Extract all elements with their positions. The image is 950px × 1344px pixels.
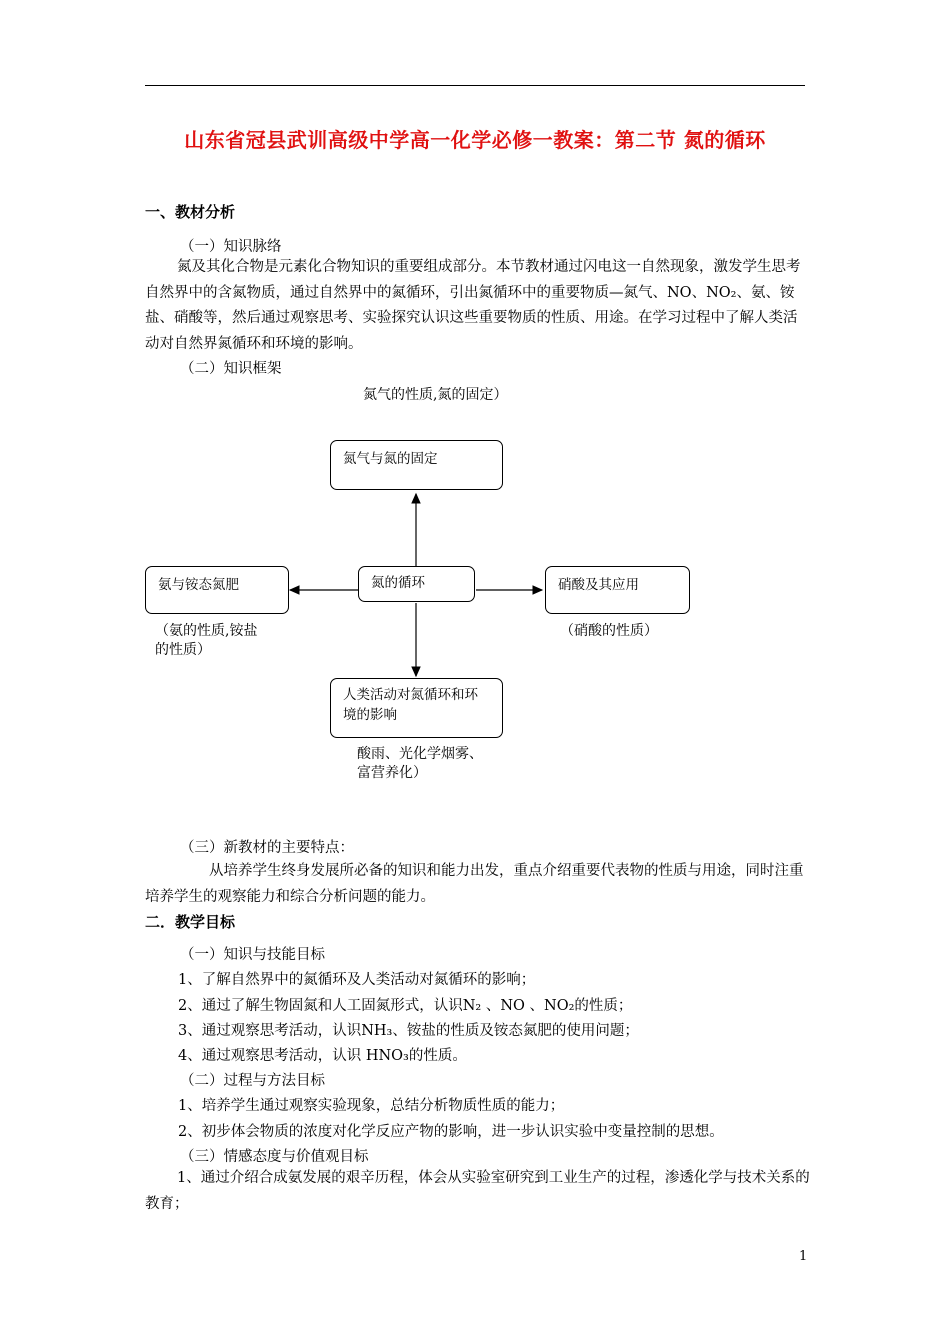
section2-sub3: （三）情感态度与价值观目标	[180, 1149, 369, 1165]
section2-sub2: （二）过程与方法目标	[180, 1073, 325, 1089]
section1-heading: 一、教材分析	[145, 203, 236, 221]
objective-item: 4、通过观察思考活动，认识 HNO₃的性质。	[178, 1048, 467, 1064]
page-number: 1	[799, 1249, 808, 1264]
box-nitric-acid: 硝酸及其应用	[545, 566, 690, 614]
section1-para3: 从培养学生终身发展所必备的知识和能力出发，重点介绍重要代表物的性质与用途，同时注重培养学生的观察能力和综合分析问题的能力。	[145, 863, 804, 905]
section1-sub2: （二）知识框架	[180, 361, 282, 377]
right-note: （硝酸的性质）	[560, 623, 658, 639]
section1-sub1: （一）知识脉络	[180, 239, 282, 255]
bottom-note: 酸雨、光化学烟雾、富营养化）	[357, 746, 483, 781]
section1-sub3: （三）新教材的主要特点：	[180, 840, 354, 856]
page-title: 山东省冠县武训高级中学高一化学必修一教案：第二节 氮的循环	[184, 128, 766, 152]
objective-item: 1、通过介绍合成氨发展的艰辛历程，体会从实验室研究到工业生产的过程，渗透化学与技术关系的教育；	[145, 1170, 810, 1212]
left-note: （氨的性质,铵盐的性质）	[155, 623, 258, 658]
objective-item: 1、了解自然界中的氮循环及人类活动对氮循环的影响；	[178, 972, 536, 988]
objective-item: 3、通过观察思考活动，认识NH₃、铵盐的性质及铵态氮肥的使用问题；	[178, 1023, 639, 1039]
section2-sub1: （一）知识与技能目标	[180, 947, 325, 963]
objective-item: 2、初步体会物质的浓度对化学反应产物的影响，进一步认识实验中变量控制的思想。	[178, 1124, 724, 1140]
box-nitrogen-cycle: 氮的循环	[358, 566, 475, 602]
top-note: 氮气的性质,氮的固定）	[363, 387, 508, 403]
objective-item: 1、培养学生通过观察实验现象，总结分析物质性质的能力；	[178, 1098, 565, 1114]
section1-para1: 氮及其化合物是元素化合物知识的重要组成部分。本节教材通过闪电这一自然现象，激发学生思考自然界中的含氮物质，通过自然界中的氮循环，引出氮循环中的重要物质—氮气、NO、NO₂、氨、铵盐、硝酸等，然后通过观察思考、实验探究认识这些重要物质的性质、用途。在学习过程中了解人类活动对自然界氮循环和环境的影响。	[145, 259, 801, 352]
box-nitrogen-fixation: 氮气与氮的固定	[330, 440, 503, 490]
box-ammonia: 氨与铵态氮肥	[145, 566, 289, 614]
section2-heading: 二．教学目标	[145, 913, 236, 931]
box-human-impact: 人类活动对氮循环和环境的影响	[330, 678, 503, 738]
objective-item: 2、通过了解生物固氮和人工固氮形式，认识N₂ 、NO 、NO₂的性质；	[178, 998, 633, 1014]
